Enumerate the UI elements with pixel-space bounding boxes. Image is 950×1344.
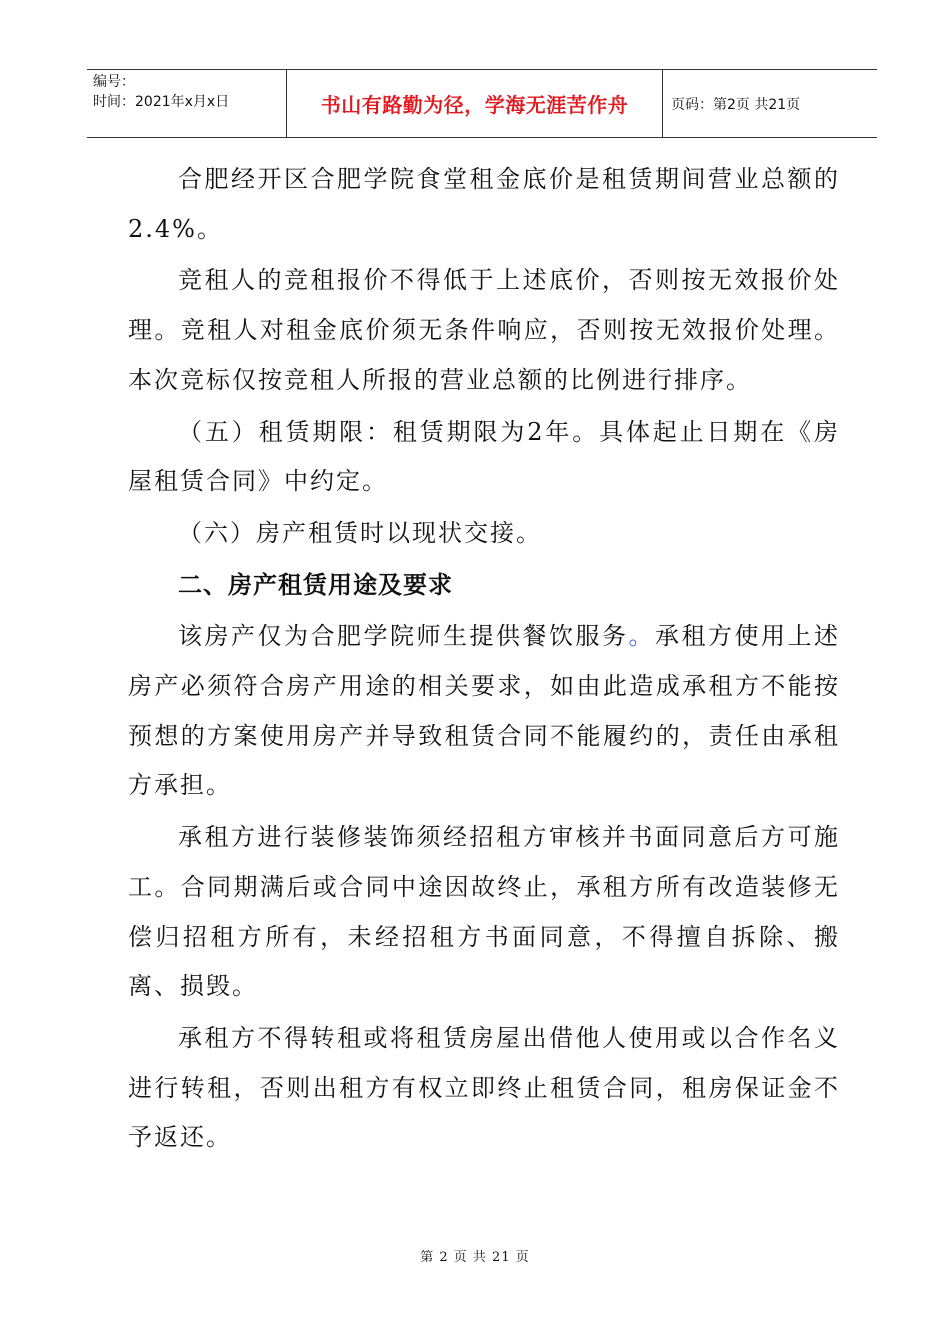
document-header (87, 69, 877, 138)
paragraph-lease-term: （五）租赁期限：租赁期限为2年。具体起止日期在《房屋租赁合同》中约定。 (128, 417, 840, 496)
header-meta (87, 70, 287, 137)
paragraph-bid-rules: 竞租人的竞租报价不得低于上述底价，否则按无效报价处理。竞租人对租金底价须无条件响应，否则按无效报价处理。本次竞标仅按竞租人所报的营业总额的比例进行排序。 (128, 266, 840, 394)
usage-rest: 承租方使用上述房产必须符合房产用途的相关要求，如由此造成承租方不能按预想的方案使用房产并导致租赁合同不能履约的，责任由承租方承担。 (128, 622, 840, 800)
time-label: 时间：2021年x月x日 (93, 94, 230, 110)
header-motto: 书山有路勤为径，学海无涯苦作舟 (287, 70, 663, 137)
header-page-code: 页码：第2页 共21页 (671, 96, 801, 113)
paragraph-sublease: 承租方不得转租或将租赁房屋出借他人使用或以合作名义进行转租，否则出租方有权立即终止租赁合同，租房保证金不予返还。 (128, 1023, 840, 1152)
usage-lead: 该房产仅为合肥学院师生提供餐饮服务 (178, 622, 629, 651)
paragraph-handover: （六）房产租赁时以现状交接。 (178, 518, 542, 547)
section-heading-usage: 二、房产租赁用途及要求 (178, 570, 453, 599)
paragraph-usage (128, 612, 840, 811)
number-label: 编号： (93, 74, 135, 90)
usage-stop-mark: 。 (628, 622, 655, 651)
paragraph-rent-base: 合肥经开区合肥学院食堂租金底价是租赁期间营业总额的2.4%。 (128, 165, 840, 243)
page-footer: 第 2 页 共 21 页 (420, 1250, 530, 1265)
paragraph-renovation: 承租方进行装修装饰须经招租方审核并书面同意后方可施工。合同期满后或合同中途因故终止，承租方所有改造装修无偿归招租方所有，未经招租方书面同意，不得擅自拆除、搬离、损毁。 (128, 823, 840, 1001)
document-body (128, 155, 840, 1163)
